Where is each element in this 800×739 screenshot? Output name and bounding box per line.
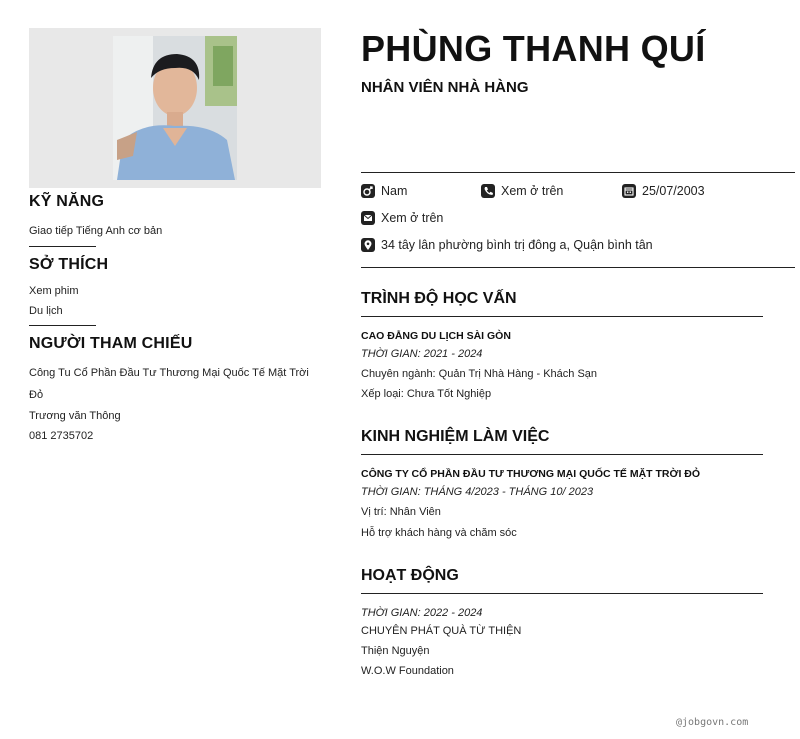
education-major: Chuyên ngành: Quản Trị Nhà Hàng - Khách Sạn [361, 368, 598, 380]
education-time: THỜI GIAN: 2021 - 2024 [361, 348, 483, 360]
skills-divider [29, 246, 96, 247]
phone-value: Xem ở trên [501, 184, 564, 198]
experience-description: Hỗ trợ khách hàng và chăm sóc [361, 527, 517, 539]
activities-rule [361, 593, 763, 594]
experience-title: KINH NGHIỆM LÀM VIỆC [361, 428, 550, 445]
experience-position: Vị trí: Nhân Viên [361, 506, 441, 518]
education-grade: Xếp loại: Chưa Tốt Nghiệp [361, 388, 492, 400]
hobbies-divider [29, 325, 96, 326]
phone-icon [481, 184, 495, 198]
location-pin-icon [361, 238, 375, 252]
contact-phone [481, 183, 563, 199]
activity-line: Thiện Nguyện [361, 645, 430, 657]
reference-person: Trương văn Thông [29, 410, 121, 422]
contact-email [361, 210, 443, 226]
contact-bottom-rule [361, 267, 795, 268]
calendar-icon [622, 184, 636, 198]
education-school: CAO ĐẲNG DU LỊCH SÀI GÒN [361, 330, 511, 342]
address-value: 34 tây lân phường bình trị đông a, Quận bình tân [381, 238, 653, 252]
hobby-item: Xem phim [29, 285, 79, 297]
experience-time: THỜI GIAN: THÁNG 4/2023 - THÁNG 10/ 2023 [361, 486, 594, 498]
watermark: @jobgovn.com [676, 717, 749, 728]
education-title: TRÌNH ĐỘ HỌC VẤN [361, 290, 517, 307]
email-value: Xem ở trên [381, 211, 444, 225]
birthday-value: 25/07/2003 [642, 184, 705, 198]
candidate-name: PHÙNG THANH QUÍ [361, 28, 706, 69]
contact-gender [361, 183, 407, 199]
skills-title: KỸ NĂNG [29, 193, 105, 210]
activities-time: THỜI GIAN: 2022 - 2024 [361, 607, 483, 619]
activity-line: W.O.W Foundation [361, 665, 454, 677]
reference-phone: 081 2735702 [29, 430, 94, 442]
gender-value: Nam [381, 184, 408, 198]
profile-photo [113, 36, 237, 180]
activities-title: HOẠT ĐỘNG [361, 567, 459, 584]
experience-rule [361, 454, 763, 455]
skill-item: Giao tiếp Tiếng Anh cơ bản [29, 225, 163, 237]
hobby-item: Du lịch [29, 305, 63, 317]
email-icon [361, 211, 375, 225]
references-title: NGƯỜI THAM CHIẾU [29, 335, 193, 352]
activity-line: CHUYÊN PHÁT QUÀ TỪ THIỆN [361, 625, 522, 637]
contact-address [361, 237, 653, 253]
left-column [29, 28, 321, 446]
experience-company: CÔNG TY CỔ PHẦN ĐẦU TƯ THƯƠNG MẠI QUỐC TẾ MẶT TRỜI ĐỎ [361, 468, 701, 480]
reference-company: Công Tu Cổ Phần Đầu Tư Thương Mại Quốc Tế Mặt Trời Đỏ [29, 367, 309, 401]
job-title: NHÂN VIÊN NHÀ HÀNG [361, 79, 529, 96]
photo-frame [29, 28, 321, 188]
education-rule [361, 316, 763, 317]
hobbies-title: SỞ THÍCH [29, 256, 109, 273]
contact-top-rule [361, 172, 795, 173]
gender-icon [361, 184, 375, 198]
contact-birthday [622, 183, 705, 199]
